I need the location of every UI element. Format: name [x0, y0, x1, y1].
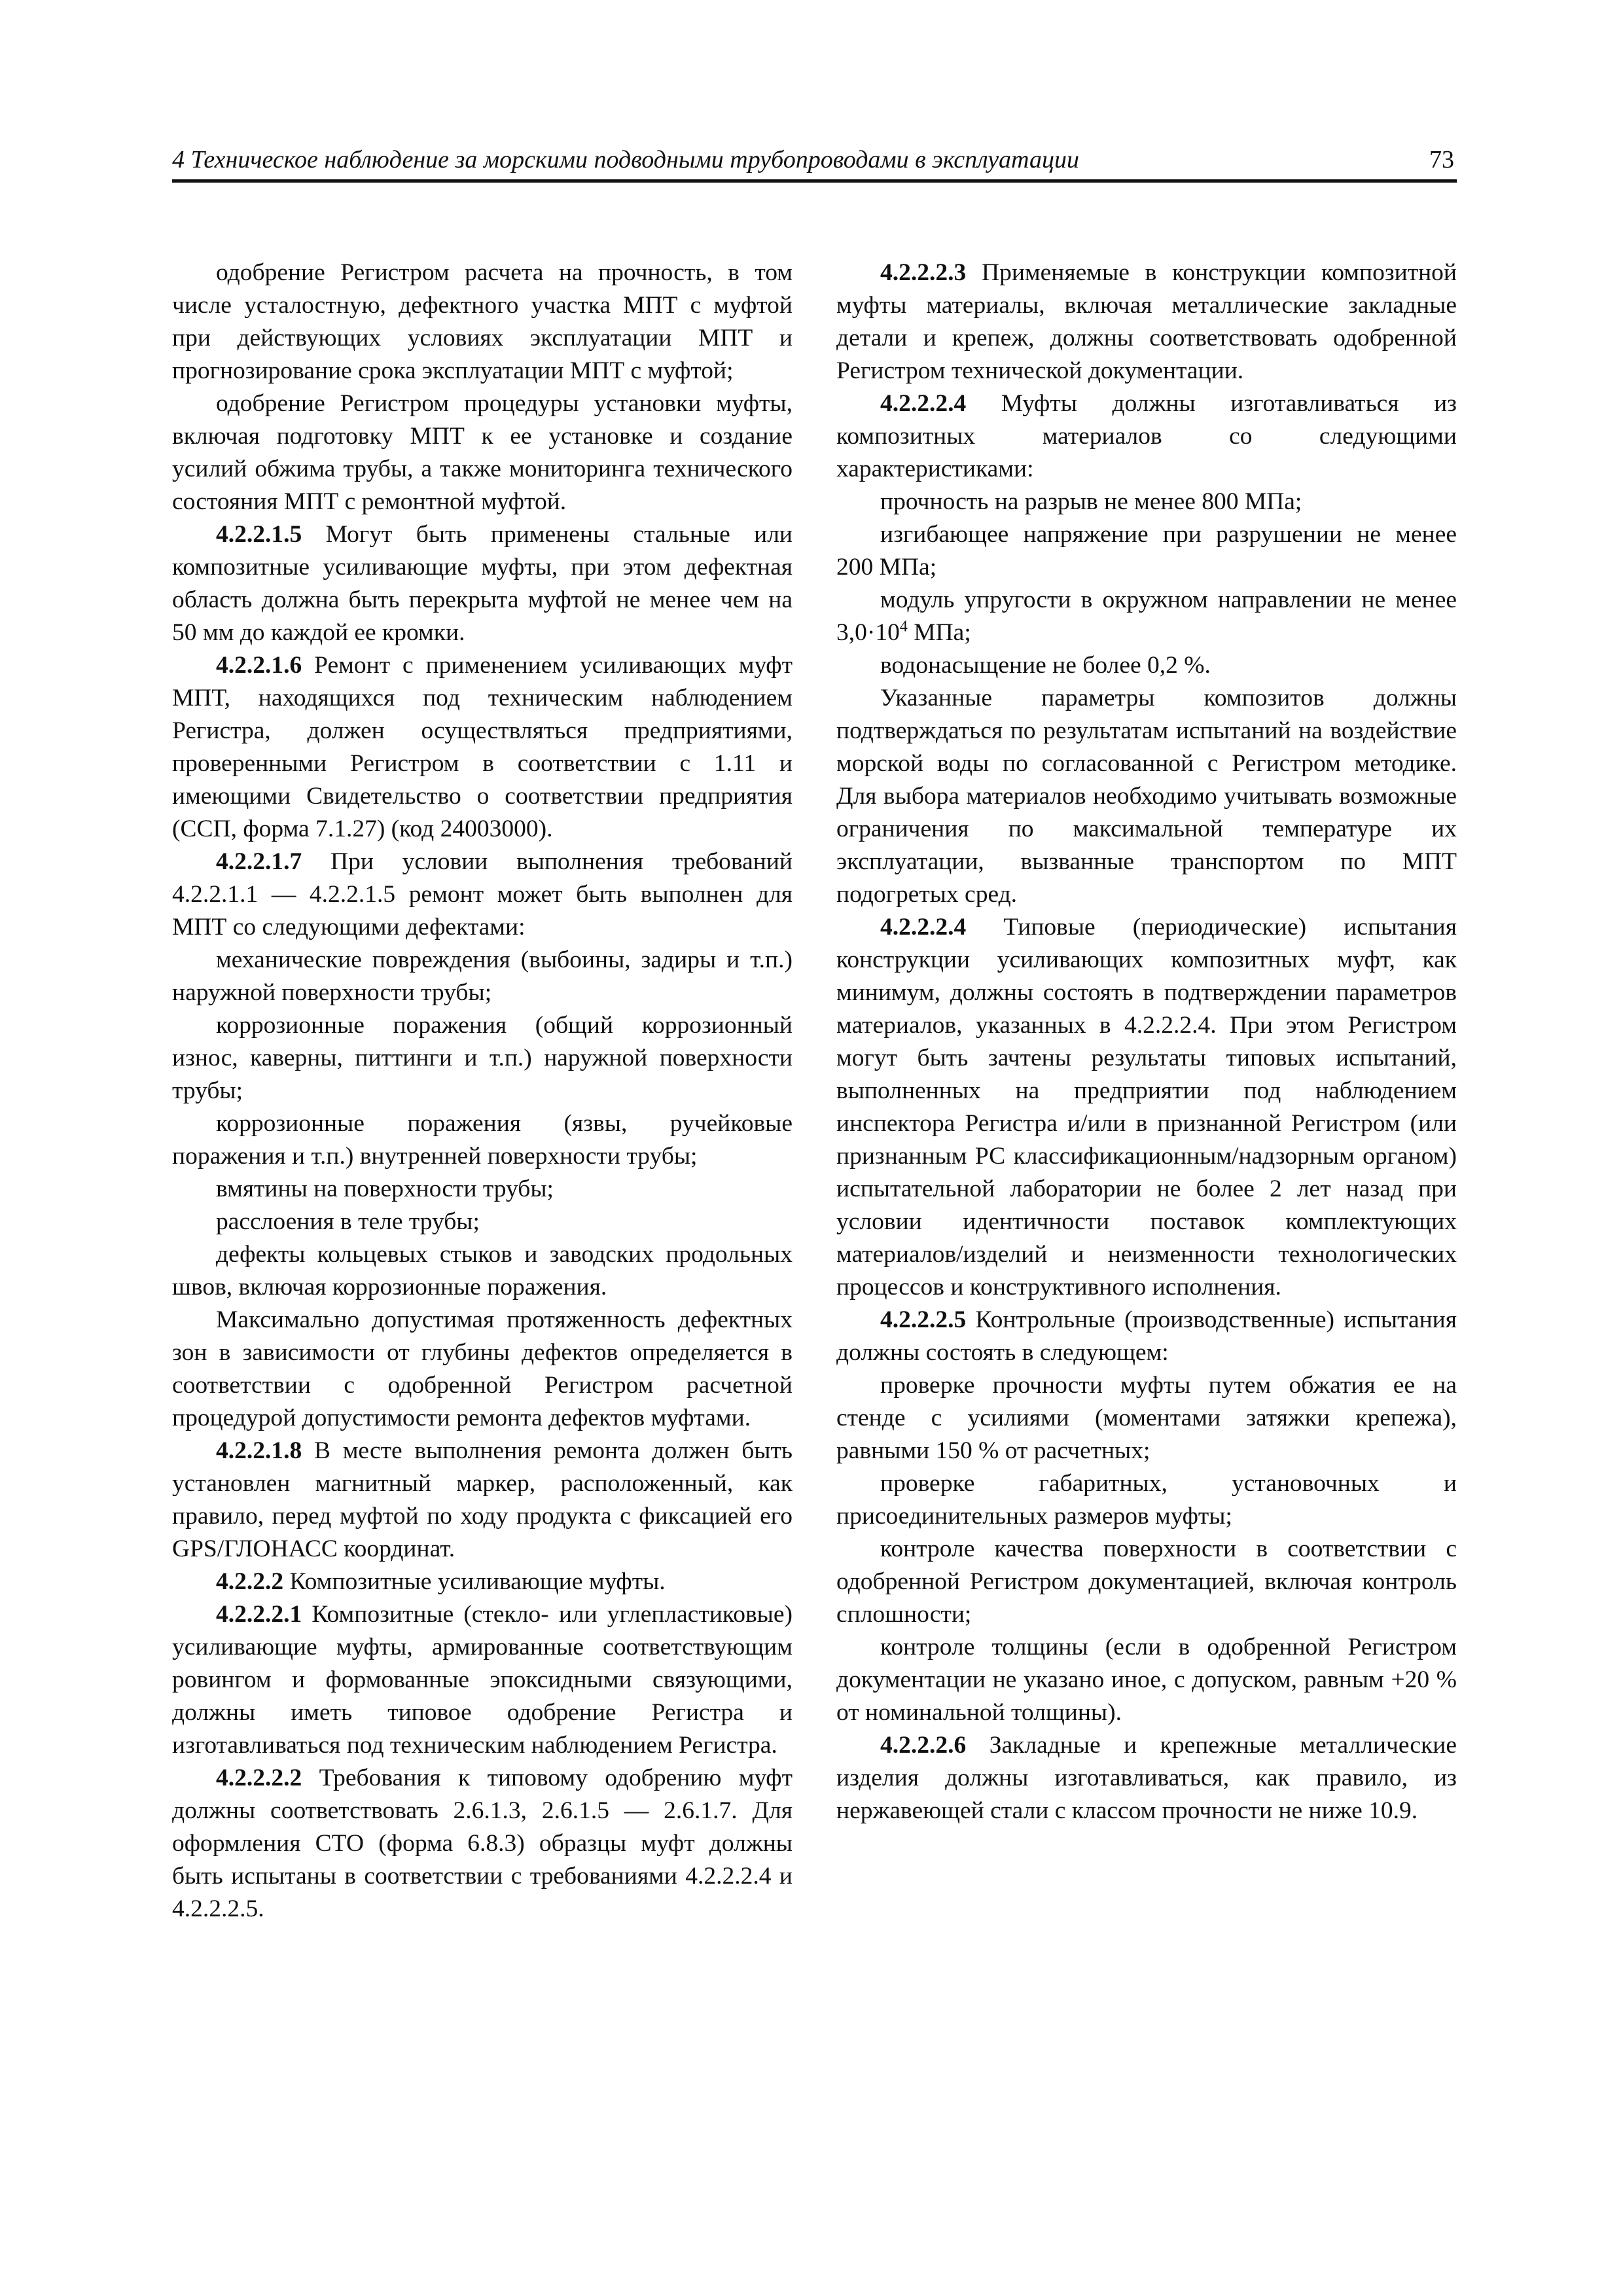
paragraph-text: контроле толщины (если в одобренной Регистром документации не указано иное, с допуском, равным +20 % от номинальной толщины).	[836, 1634, 1457, 1726]
paragraph	[172, 1009, 793, 1107]
paragraph	[172, 944, 793, 1009]
running-header	[172, 143, 1457, 183]
section-number: 4.2.2.2	[216, 1568, 284, 1595]
right-column	[836, 257, 1457, 1827]
paragraph	[836, 1304, 1457, 1369]
paragraph-text: вмятины на поверхности трубы;	[216, 1175, 554, 1202]
paragraph-text: одобрение Регистром процедуры установки муфты, включая подготовку МПТ к ее установке и создание усилий обжима трубы, а также мониторинга технического состояния МПТ с ремонтной муфтой.	[172, 390, 793, 515]
paragraph-text: Композитные усиливающие муфты.	[283, 1568, 666, 1595]
paragraph	[172, 1173, 793, 1206]
paragraph	[172, 257, 793, 387]
section-number: 4.2.2.1.5	[216, 521, 302, 548]
paragraph-text: Закладные и крепежные металлические изделия должны изготавливаться, как правило, из нержавеющей стали с классом прочности не ниже 10.9.	[836, 1732, 1457, 1824]
paragraph-text: При условии выполнения требований 4.2.2.1.1 — 4.2.2.1.5 ремонт может быть выполнен для МПТ со следующими дефектами:	[172, 848, 793, 941]
paragraph-text: дефекты кольцевых стыков и заводских продольных швов, включая коррозионные поражения.	[172, 1241, 793, 1300]
section-number: 4.2.2.2.4	[880, 390, 967, 417]
section-number: 4.2.2.2.4	[880, 914, 967, 941]
paragraph	[836, 649, 1457, 682]
paragraph	[172, 1435, 793, 1566]
paragraph	[172, 387, 793, 518]
paragraph-text: изгибающее напряжение при разрушении не менее 200 МПа;	[836, 521, 1457, 581]
paragraph	[172, 1206, 793, 1238]
section-number: 4.2.2.2.2	[216, 1765, 302, 1791]
paragraph-text: Применяемые в конструкции композитной муфты материалы, включая металлические закладные детали и крепеж, должны соответствовать одобренной Регистром технической документации.	[836, 259, 1457, 384]
paragraph-text: одобрение Регистром расчета на прочность, в том числе усталостную, дефектного участка МПТ с муфтой при действующих условиях эксплуатации МПТ и прогнозирование срока эксплуатации МПТ с муфтой;	[172, 259, 793, 384]
paragraph-text: В месте выполнения ремонта должен быть установлен магнитный маркер, расположенный, как правило, перед муфтой по ходу продукта с фиксацией его GPS/ГЛОНАСС координат.	[172, 1437, 793, 1562]
section-number: 4.2.2.1.7	[216, 848, 302, 875]
paragraph-text: механические повреждения (выбоины, задиры и т.п.) наружной поверхности трубы;	[172, 946, 793, 1006]
section-number: 4.2.2.1.6	[216, 652, 302, 679]
paragraph-text: коррозионные поражения (общий коррозионный износ, каверны, питтинги и т.п.) наружной поверхности трубы;	[172, 1012, 793, 1104]
paragraph-text: проверке габаритных, установочных и присоединительных размеров муфты;	[836, 1470, 1457, 1530]
paragraph	[836, 1467, 1457, 1533]
paragraph	[172, 846, 793, 944]
paragraph-text: Композитные (стекло- или углепластиковые) усиливающие муфты, армированные соответствующим ровингом и формованные эпоксидными связующими, должны иметь типовое одобрение Регистра и изготавливаться под техническим наблюдением Регистра.	[172, 1601, 793, 1759]
paragraph	[836, 387, 1457, 486]
header-title: 4 Техническое наблюдение за морскими подводными трубопроводами в эксплуатации	[172, 146, 1079, 173]
paragraph	[172, 1304, 793, 1435]
paragraph	[836, 1369, 1457, 1467]
page-number: 73	[1429, 146, 1454, 173]
paragraph	[836, 682, 1457, 911]
paragraph	[172, 518, 793, 649]
paragraph	[836, 1533, 1457, 1631]
paragraph-text: Контрольные (производственные) испытания должны состоять в следующем:	[836, 1306, 1457, 1366]
paragraph-text: проверке прочности муфты путем обжатия ее на стенде с усилиями (моментами затяжки крепежа), равными 150 % от расчетных;	[836, 1372, 1457, 1464]
paragraph-text: Могут быть применены стальные или композитные усиливающие муфты, при этом дефектная область должна быть перекрыта муфтой не менее чем на 50 мм до каждой ее кромки.	[172, 521, 793, 646]
paragraph	[172, 1762, 793, 1926]
paragraph	[836, 1729, 1457, 1827]
paragraph	[836, 584, 1457, 649]
paragraph	[836, 1631, 1457, 1729]
section-number: 4.2.2.2.3	[880, 259, 967, 286]
paragraph-text: Максимально допустимая протяженность дефектных зон в зависимости от глубины дефектов определяется в соответствии с одобренной Регистром расчетной процедурой допустимости ремонта дефектов муфтами.	[172, 1306, 793, 1431]
paragraph	[836, 911, 1457, 1304]
section-number: 4.2.2.1.8	[216, 1437, 302, 1464]
paragraph-text: Ремонт с применением усиливающих муфт МПТ, находящихся под техническим наблюдением Регистра, должен осуществляться предприятиями, проверенными Регистром в соответствии с 1.11 и имеющими Свидетельство о соответствии предприятия (ССП, форма 7.1.27) (код 24003000).	[172, 652, 793, 842]
paragraph-text: Муфты должны изготавливаться из композитных материалов со следующими характеристиками:	[836, 390, 1457, 482]
paragraph-text: Требования к типовому одобрению муфт должны соответствовать 2.6.1.3, 2.6.1.5 — 2.6.1.7. Для оформления СТО (форма 6.8.3) образцы муфт должны быть испытаны в соответствии с требованиями 4.2.2.2.4 и 4.2.2.2.5.	[172, 1765, 793, 1922]
section-number: 4.2.2.2.6	[880, 1732, 967, 1759]
superscript: 4	[899, 618, 908, 636]
section-number: 4.2.2.2.1	[216, 1601, 302, 1628]
paragraph	[172, 1238, 793, 1304]
paragraph	[172, 1598, 793, 1762]
section-number: 4.2.2.2.5	[880, 1306, 967, 1333]
paragraph-text: контроле качества поверхности в соответствии с одобренной Регистром документацией, включая контроль сплошности;	[836, 1535, 1457, 1628]
paragraph-text: коррозионные поражения (язвы, ручейковые поражения и т.п.) внутренней поверхности трубы;	[172, 1110, 793, 1170]
paragraph-text: Указанные параметры композитов должны подтверждаться по результатам испытаний на воздействие морской воды по согласованной с Регистром методике. Для выбора материалов необходимо учитывать возможные ограничения по максимальной температуре их эксплуатации, вызванные транспортом по МПТ подогретых сред.	[836, 685, 1457, 908]
paragraph	[836, 486, 1457, 518]
paragraph	[836, 518, 1457, 584]
paragraph	[172, 1566, 793, 1598]
paragraph	[836, 257, 1457, 387]
paragraph-text: модуль упругости в окружном направлении не менее 3,0·10	[836, 586, 1457, 646]
paragraph-text: расслоения в теле трубы;	[216, 1208, 480, 1235]
paragraph-text: водонасыщение не более 0,2 %.	[880, 652, 1211, 679]
paragraph	[172, 649, 793, 846]
paragraph-text-tail: МПа;	[907, 619, 971, 646]
paragraph-text: Типовые (периодические) испытания конструкции усиливающих композитных муфт, как минимум, должны состоять в подтверждении параметров материалов, указанных в 4.2.2.2.4. При этом Регистром могут быть зачтены результаты типовых испытаний, выполненных на предприятии под наблюдением инспектора Регистра и/или в признанной Регистром (или признанным РС классификационным/надзорным органом) испытательной лаборатории не более 2 лет назад при условии идентичности поставок комплектующих материалов/изделий и неизменности технологических процессов и конструктивного исполнения.	[836, 914, 1457, 1300]
left-column	[172, 257, 793, 1926]
paragraph	[172, 1107, 793, 1173]
paragraph-text: прочность на разрыв не менее 800 МПа;	[880, 488, 1302, 515]
